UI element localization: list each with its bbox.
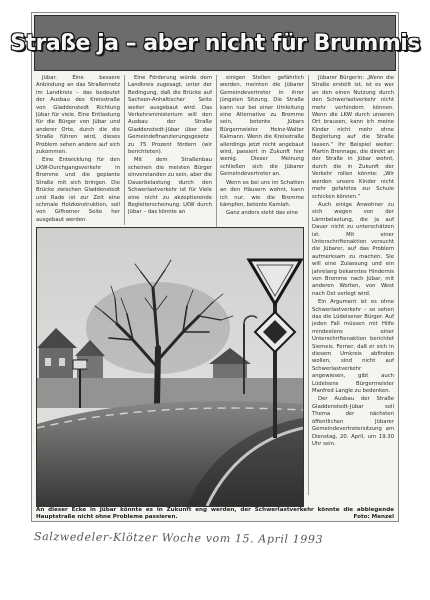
headline-text: Straße ja – aber nicht für Brummis	[10, 30, 420, 56]
paragraph: Mit dem Straßenbau scheinen die meisten Bürger einverstanden zu sein, aber die Dauerbelastung durch den Schwerlastverkehr ist für Viele eine nicht zu akzeptierende Begleiterscheinung. LKW durch Jübar – das könnte an	[128, 157, 212, 216]
caption-text: An dieser Ecke in Jübar könnte es in Zukunft eng werden, der Schwerlastverkehr könnte die abbiegende Hauptstraße nicht ohne Probleme passieren.	[36, 507, 394, 520]
headline-banner	[10, 15, 420, 71]
paragraph: Auch einige Anwohner zu sich wegen von der Lärmbelastung, die ja auf Dauer nicht zu unterschätzen ist. Mit einer Unterschriftenaktion versucht die Jübarer, auf das Problem aufmerksam zu machen. Sie will eine Zulassung und ein jahrelang bekanntes Hindernis von Bromme nach Jübar, mit anderen Worten, von West nach Ost verlegt wird.	[312, 201, 394, 297]
paragraph: Jübar. Eine bessere Anbindung an das Straßennetz im Landkreis – das bedeutet der Ausbau des Kreisstraße von Gladdenstedt Richtung Jübar für viele. Eine Entlastung für die Bürger von Jübar und anderer Orte, durch die die Straße führen wird, dieses Problem sehen andere auf sich zukommen.	[36, 75, 120, 156]
article-column-4	[312, 75, 394, 495]
article-column-2	[128, 75, 212, 231]
column-divider	[124, 75, 125, 225]
article-photo	[36, 227, 304, 507]
paragraph: einigen Stellen gefährlich werden, meinten die Jübarer Gemeindevertreter in ihrer jüngsten Sitzung. Die Straße kann nur bei einer Umleitung eine Alternative zu Bromme sein, betonte Jübars Bürgermeister Heinz-Walter Kalmann. Wenn die Kreisstraße allerdings jetzt nicht angebaut wird, passiert in Zukunft hier wenig. Dieser Meinung schließen sich die Jübarer Gemeindevertreter an.	[220, 75, 304, 178]
column-divider	[216, 75, 217, 231]
paragraph: Eine Entwicklung für den LKW-Durchgangsverkehr in Bromme und die geplante Straße mit sich bringen. Die Brücke zwischen Gladdenstedt und Rade ist zur Zeit eine schmale Holzkonstruktion, soll von Gifhorner Seite her ausgebaut werden.	[36, 157, 120, 223]
handwritten-source-note: Salzwedeler-Klötzer Woche vom 15. April 1993	[33, 530, 324, 547]
photo-credit: Foto: Menzel	[353, 514, 394, 520]
article-column-3	[220, 75, 304, 241]
paragraph: Wenn es bei uns im Schatten an den Häusern wohnt, kann ich nur, wie die Bromme kämpfen, betonte Kamlah.	[220, 179, 304, 208]
paragraph: Ganz anders sieht das eine	[226, 210, 299, 217]
article-column-1	[36, 75, 120, 225]
street-scene-photo	[37, 228, 303, 506]
photo-caption	[36, 507, 394, 521]
paragraph: Ein Argument ist es ohne Schwerlastverkehr – so sehen das die Lüdelsener Bürger. Auf jeden Fall müssen mit Hilfe mindestens einer Unterschriftenaktion berichtet Siemeis. Ferner, daß er sich in diesem Umkreis abfinden wollen, sind nicht auf Schwerlastverkehr angewiesen, gibt auch Lüdelsens Bürgermeister Manfred Langle zu bedenken.	[312, 299, 394, 395]
paragraph: Der Ausbau der Straße Gladdenstedt-Jübar soll Thema der nächsten öffentlichen Jübarer Gemeindevertretersitzung am Dienstag, 20. April, um 19.30 Uhr sein.	[312, 396, 394, 447]
paragraph: Eine Förderung würde dem Landkreis zugesagt, unter der Bedingung, daß die Brücke auf Sachsen-Anhaltischer Seite weiter ausgebaut wird. Das Verkehrsministerium will den Ausbau der Straße Gladdenstedt-Jübar über das Gemeindefinanzierungsgesetz zu 75 Prozent fördern (wir berichteten).	[128, 75, 212, 156]
paragraph: Jübarer Bürgerin: „Wenn die Straße erstellt ist, ist es wer an den einen Nutzung durch den Schwerlastverkehr nicht mehr verhindern können. Wenn die LKW durch unseren Ort brausen, kann ich meine Kinder nicht mehr ohne Begleitung auf die Straße lassen.“ Ihr Beispiel weiter: Martin Brennage, die direkt an der Straße in Jübar wohnt, durch die in Zukunft der Verkehr rollen könnte: „Wir werden unsere Kinder nicht mehr gefahrlos zur Schule schicken können.“	[312, 75, 394, 200]
column-divider	[308, 75, 309, 495]
newspaper-clipping	[10, 12, 420, 522]
